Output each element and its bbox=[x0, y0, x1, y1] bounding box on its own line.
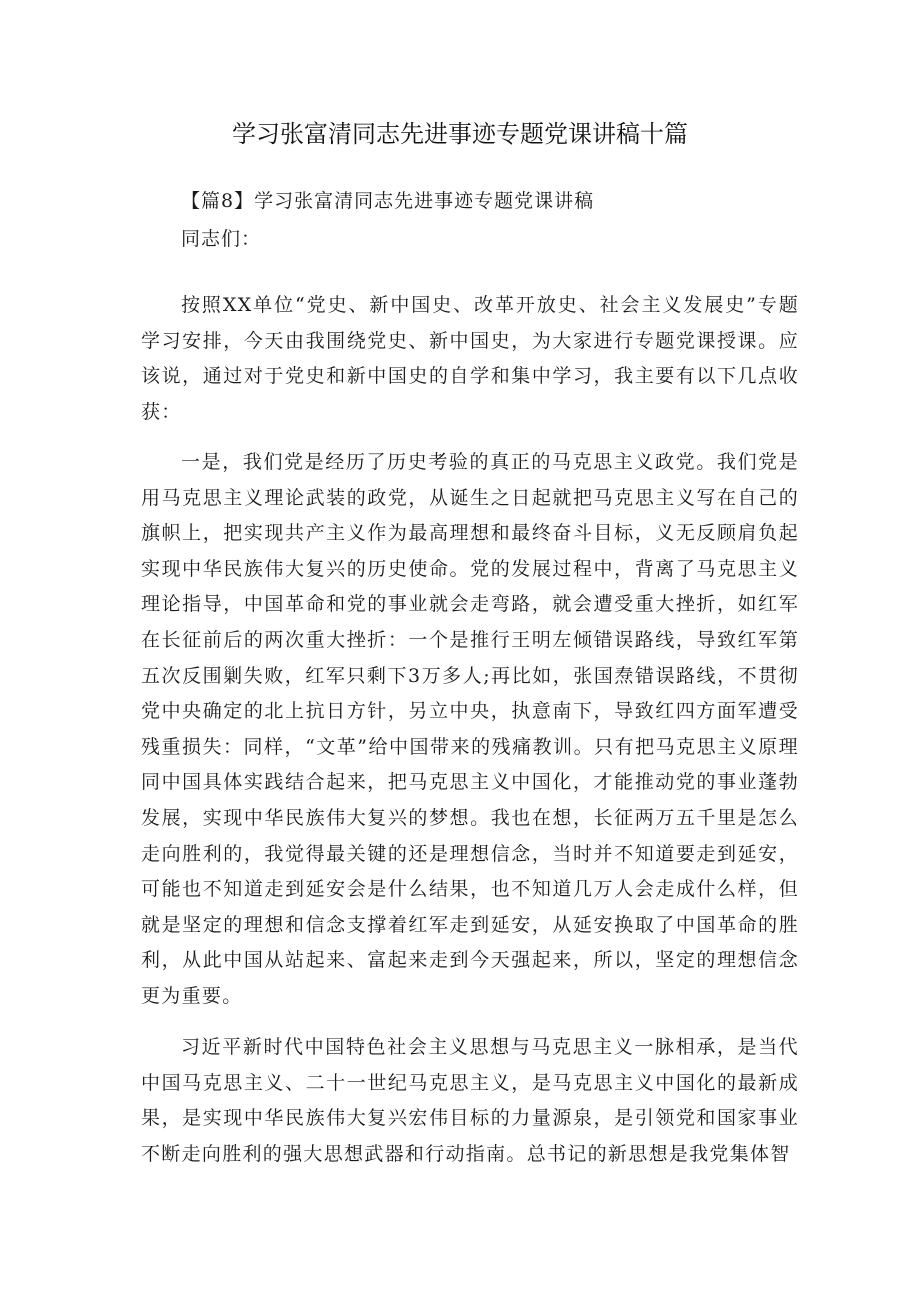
paragraph-thought: 习近平新时代中国特色社会主义思想与马克思主义一脉相承，是当代中国马克思主义、二十一世纪马克思主义，是马克思主义中国化的最新成果，是实现中华民族伟大复兴宏伟目标的力量源泉，是引领党和国家事业不断走向胜利的强大思想武器和行动指南。总书记的新思想是我党集体智 bbox=[141, 1036, 799, 1165]
document-title: 学习张富清同志先进事迹专题党课讲稿十篇 bbox=[232, 120, 688, 148]
paragraph-point-one: 一是，我们党是经历了历史考验的真正的马克思主义政党。我们党是用马克思主义理论武装的政党，从诞生之日起就把马克思主义写在自己的旗帜上，把实现共产主义作为最高理想和最终奋斗目标，义无反顾肩负起实现中华民族伟大复兴的历史使命。党的发展过程中，背离了马克思主义理论指导，中国革命和党的事业就会走弯路，就会遭受重大挫折，如红军在长征前后的两次重大挫折：一个是推行王明左倾错误路线，导致红军第五次反围剿失败，红军只剩下3万多人;再比如，张国焘错误路线，不贯彻党中央确定的北上抗日方针，另立中央，执意南下，导致红四方面军遭受残重损失：同样，“文革”给中国带来的残痛教训。只有把马克思主义原理同中国具体实践结合起来，把马克思主义中国化，才能推动党的事业蓬勃发展，实现中华民族伟大复兴的梦想。我也在想，长征两万五千里是怎么走向胜利的，我觉得最关键的还是理想信念，当时并不知道要走到延安，可能也不知道走到延安会是什么结果，也不知道几万人会走成什么样，但就是坚定的理想和信念支撑着红军走到延安，从延安换取了中国革命的胜利，从此中国从站起来、富起来走到今天强起来，所以，坚定的理想信念更为重要。 bbox=[141, 451, 799, 1007]
salutation: 同志们： bbox=[181, 228, 262, 250]
section-subtitle: 【篇8】学习张富清同志先进事迹专题党课讲稿 bbox=[181, 190, 595, 212]
paragraph-intro: 按照XX单位“党史、新中国史、改革开放史、社会主义发展史”专题学习安排，今天由我围绕党史、新中国史，为大家进行专题党课授课。应该说，通过对于党史和新中国史的自学和集中学习，我主要有以下几点收获： bbox=[141, 294, 799, 423]
